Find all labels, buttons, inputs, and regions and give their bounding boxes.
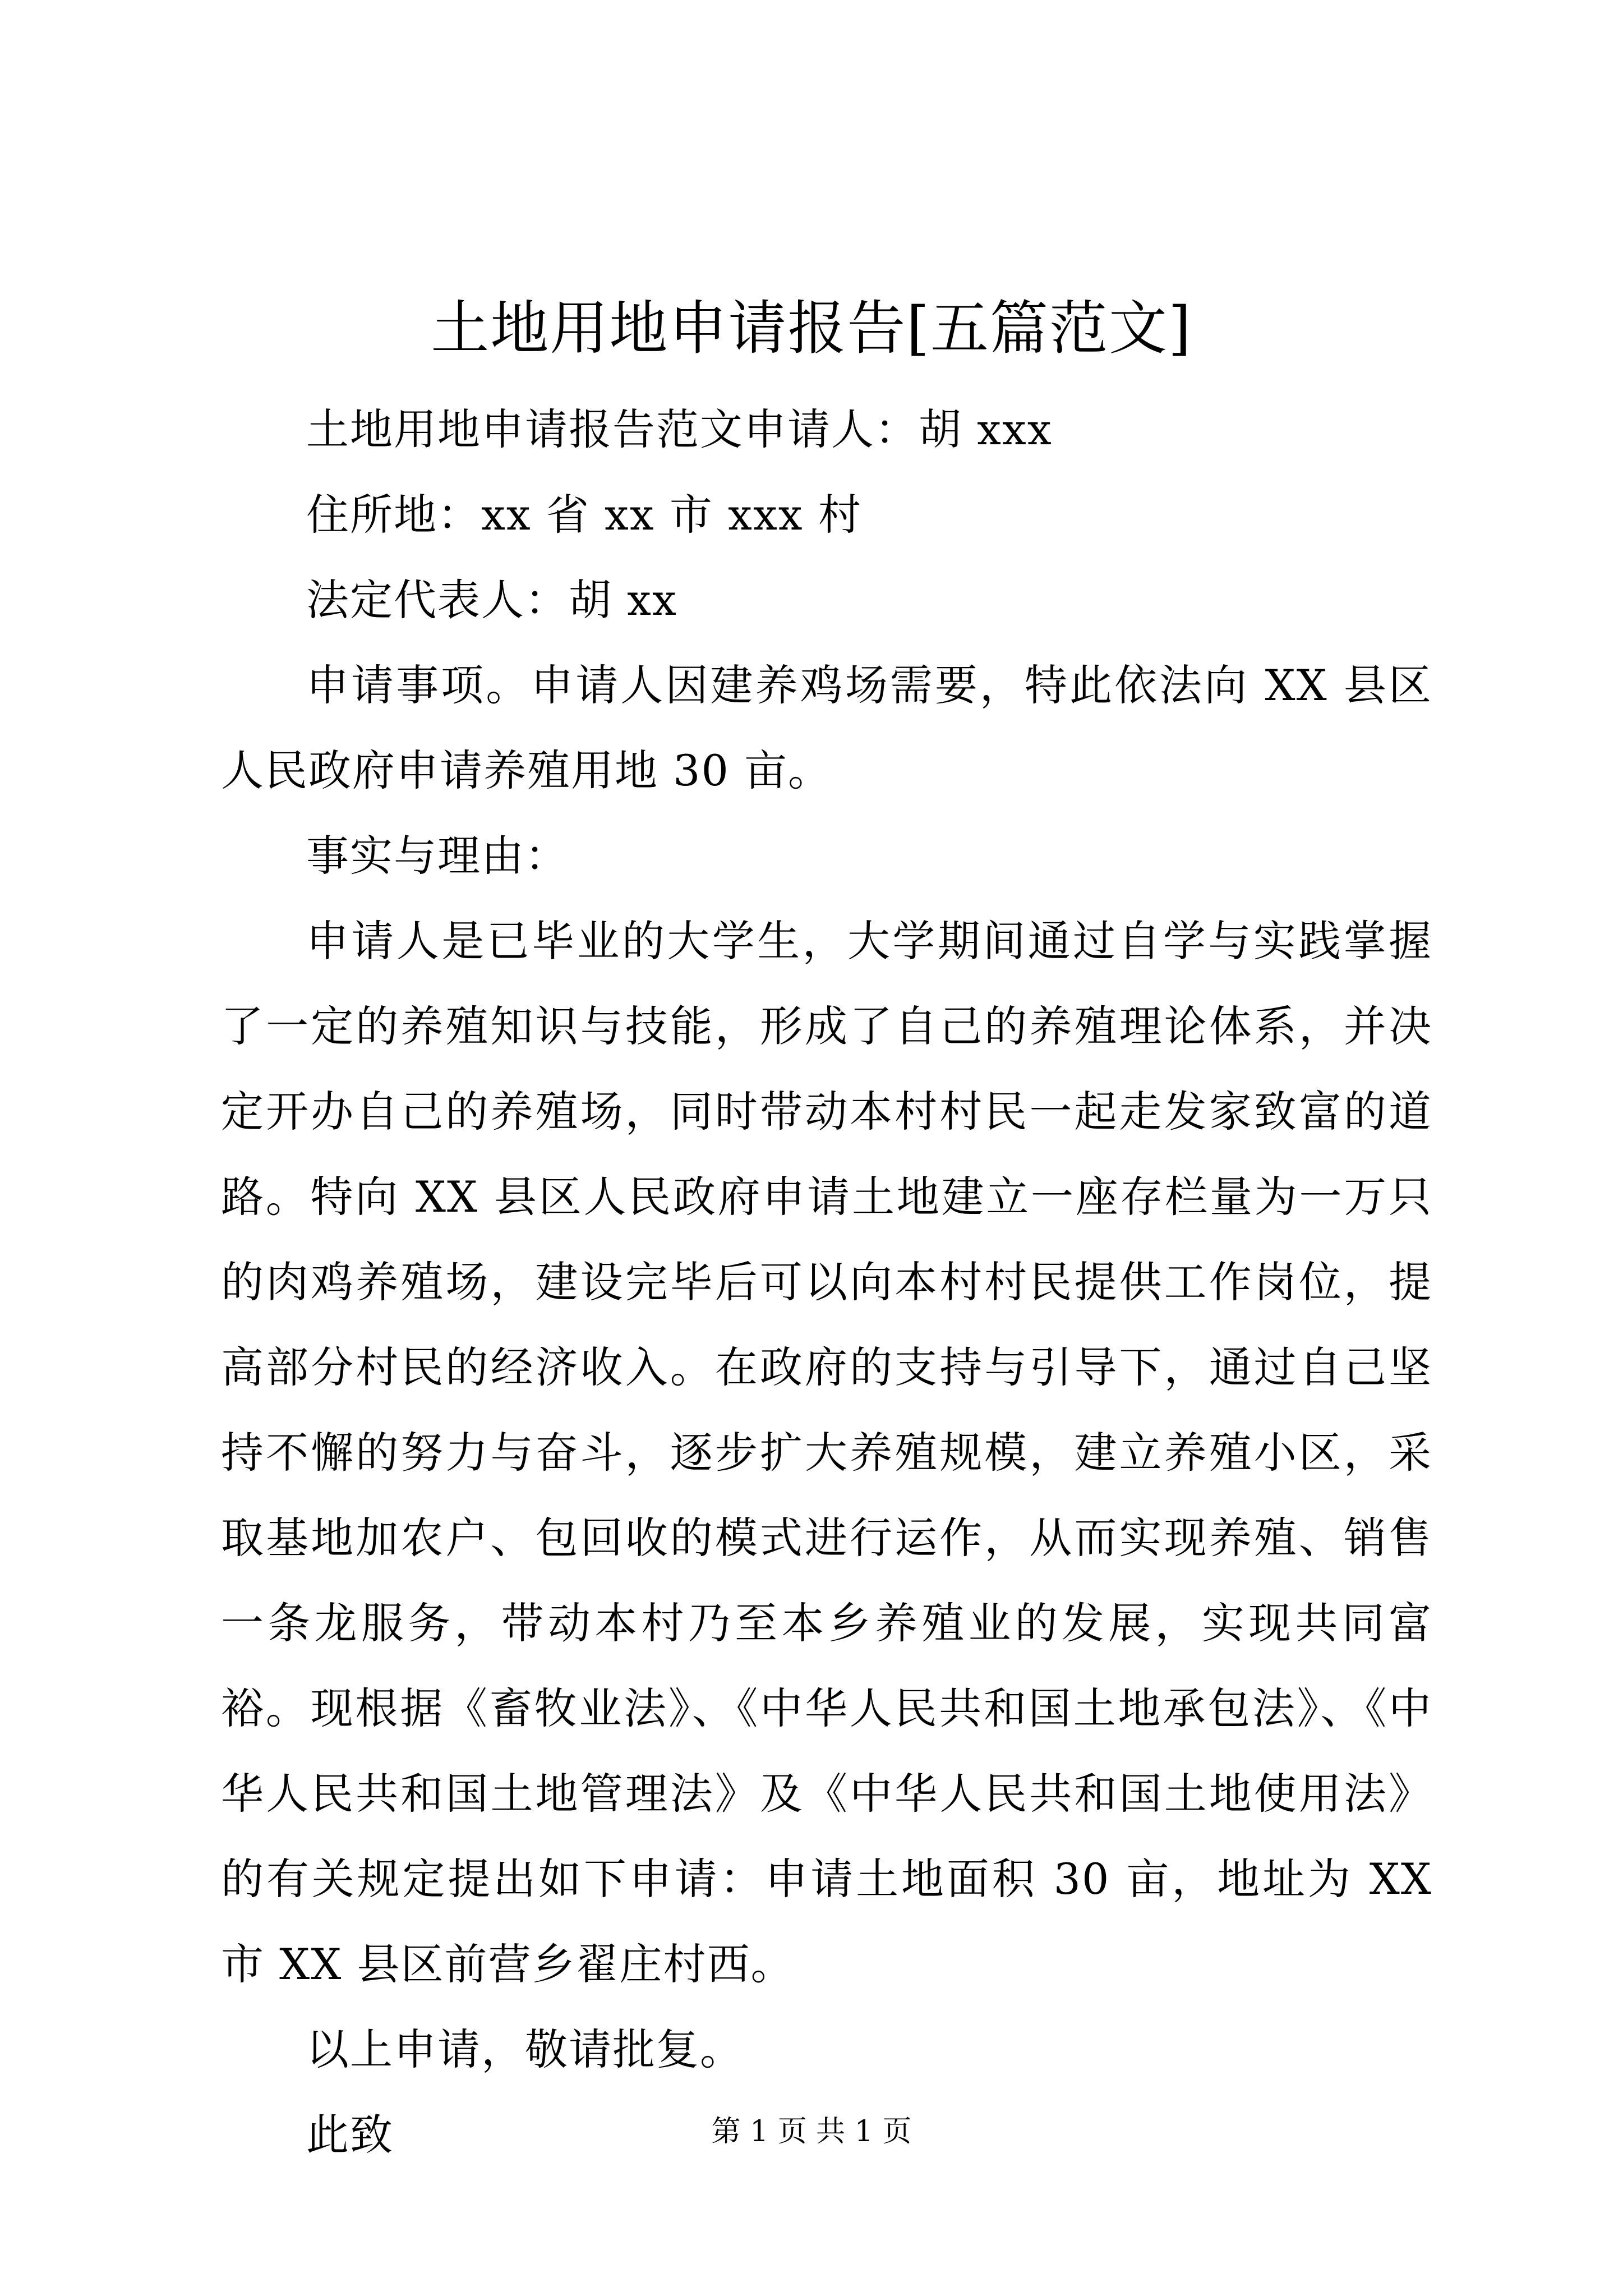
document-title: 土地用地申请报告[五篇范文] — [431, 294, 1192, 362]
page-footer: 第 1 页 共 1 页 — [711, 2115, 912, 2148]
paragraph-legal-representative: 法定代表人：胡 xx — [306, 575, 677, 625]
paragraph-address: 住所地：xx 省 xx 市 xxx 村 — [306, 490, 862, 540]
paragraph-request-approval: 以上申请，敬请批复。 — [306, 2024, 744, 2074]
document-body — [221, 387, 1432, 2178]
paragraph-facts-body: 申请人是已毕业的大学生，大学期间通过自学与实践掌握了一定的养殖知识与技能，形成了自己的养殖理论体系，并决定开办自己的养殖场，同时带动本村村民一起走发家致富的道路。特向 XX 县区人民政府申请土地建立一座存栏量为一万只的肉鸡养殖场，建设完毕后可以向本村村民提供工作岗位，提高部分村民的经济收入。在政府的支持与引导下，通过自己坚持不懈的努力与奋斗，逐步扩大养殖规模，建立养殖小区，采取基地加农户、包回收的模式进行运作，从而实现养殖、销售一条龙服务，带动本村乃至本乡养殖业的发展，实现共同富裕。现根据《畜牧业法》、《中华人民共和国土地承包法》、《中华人民共和国土地管理法》及《中华人民共和国土地使用法》的有关规定提出如下申请：申请土地面积 30 亩，地址为 XX 市 XX 县区前营乡翟庄村西。 — [221, 916, 1432, 1989]
paragraph-salutation: 此致 — [306, 2110, 394, 2160]
paragraph-applicant: 土地用地申请报告范文申请人：胡 xxx — [306, 404, 1053, 454]
paragraph-facts-heading: 事实与理由： — [306, 831, 569, 881]
paragraph-application-matter: 申请事项。申请人因建养鸡场需要，特此依法向 XX 县区人民政府申请养殖用地 30 亩。 — [221, 660, 1432, 795]
